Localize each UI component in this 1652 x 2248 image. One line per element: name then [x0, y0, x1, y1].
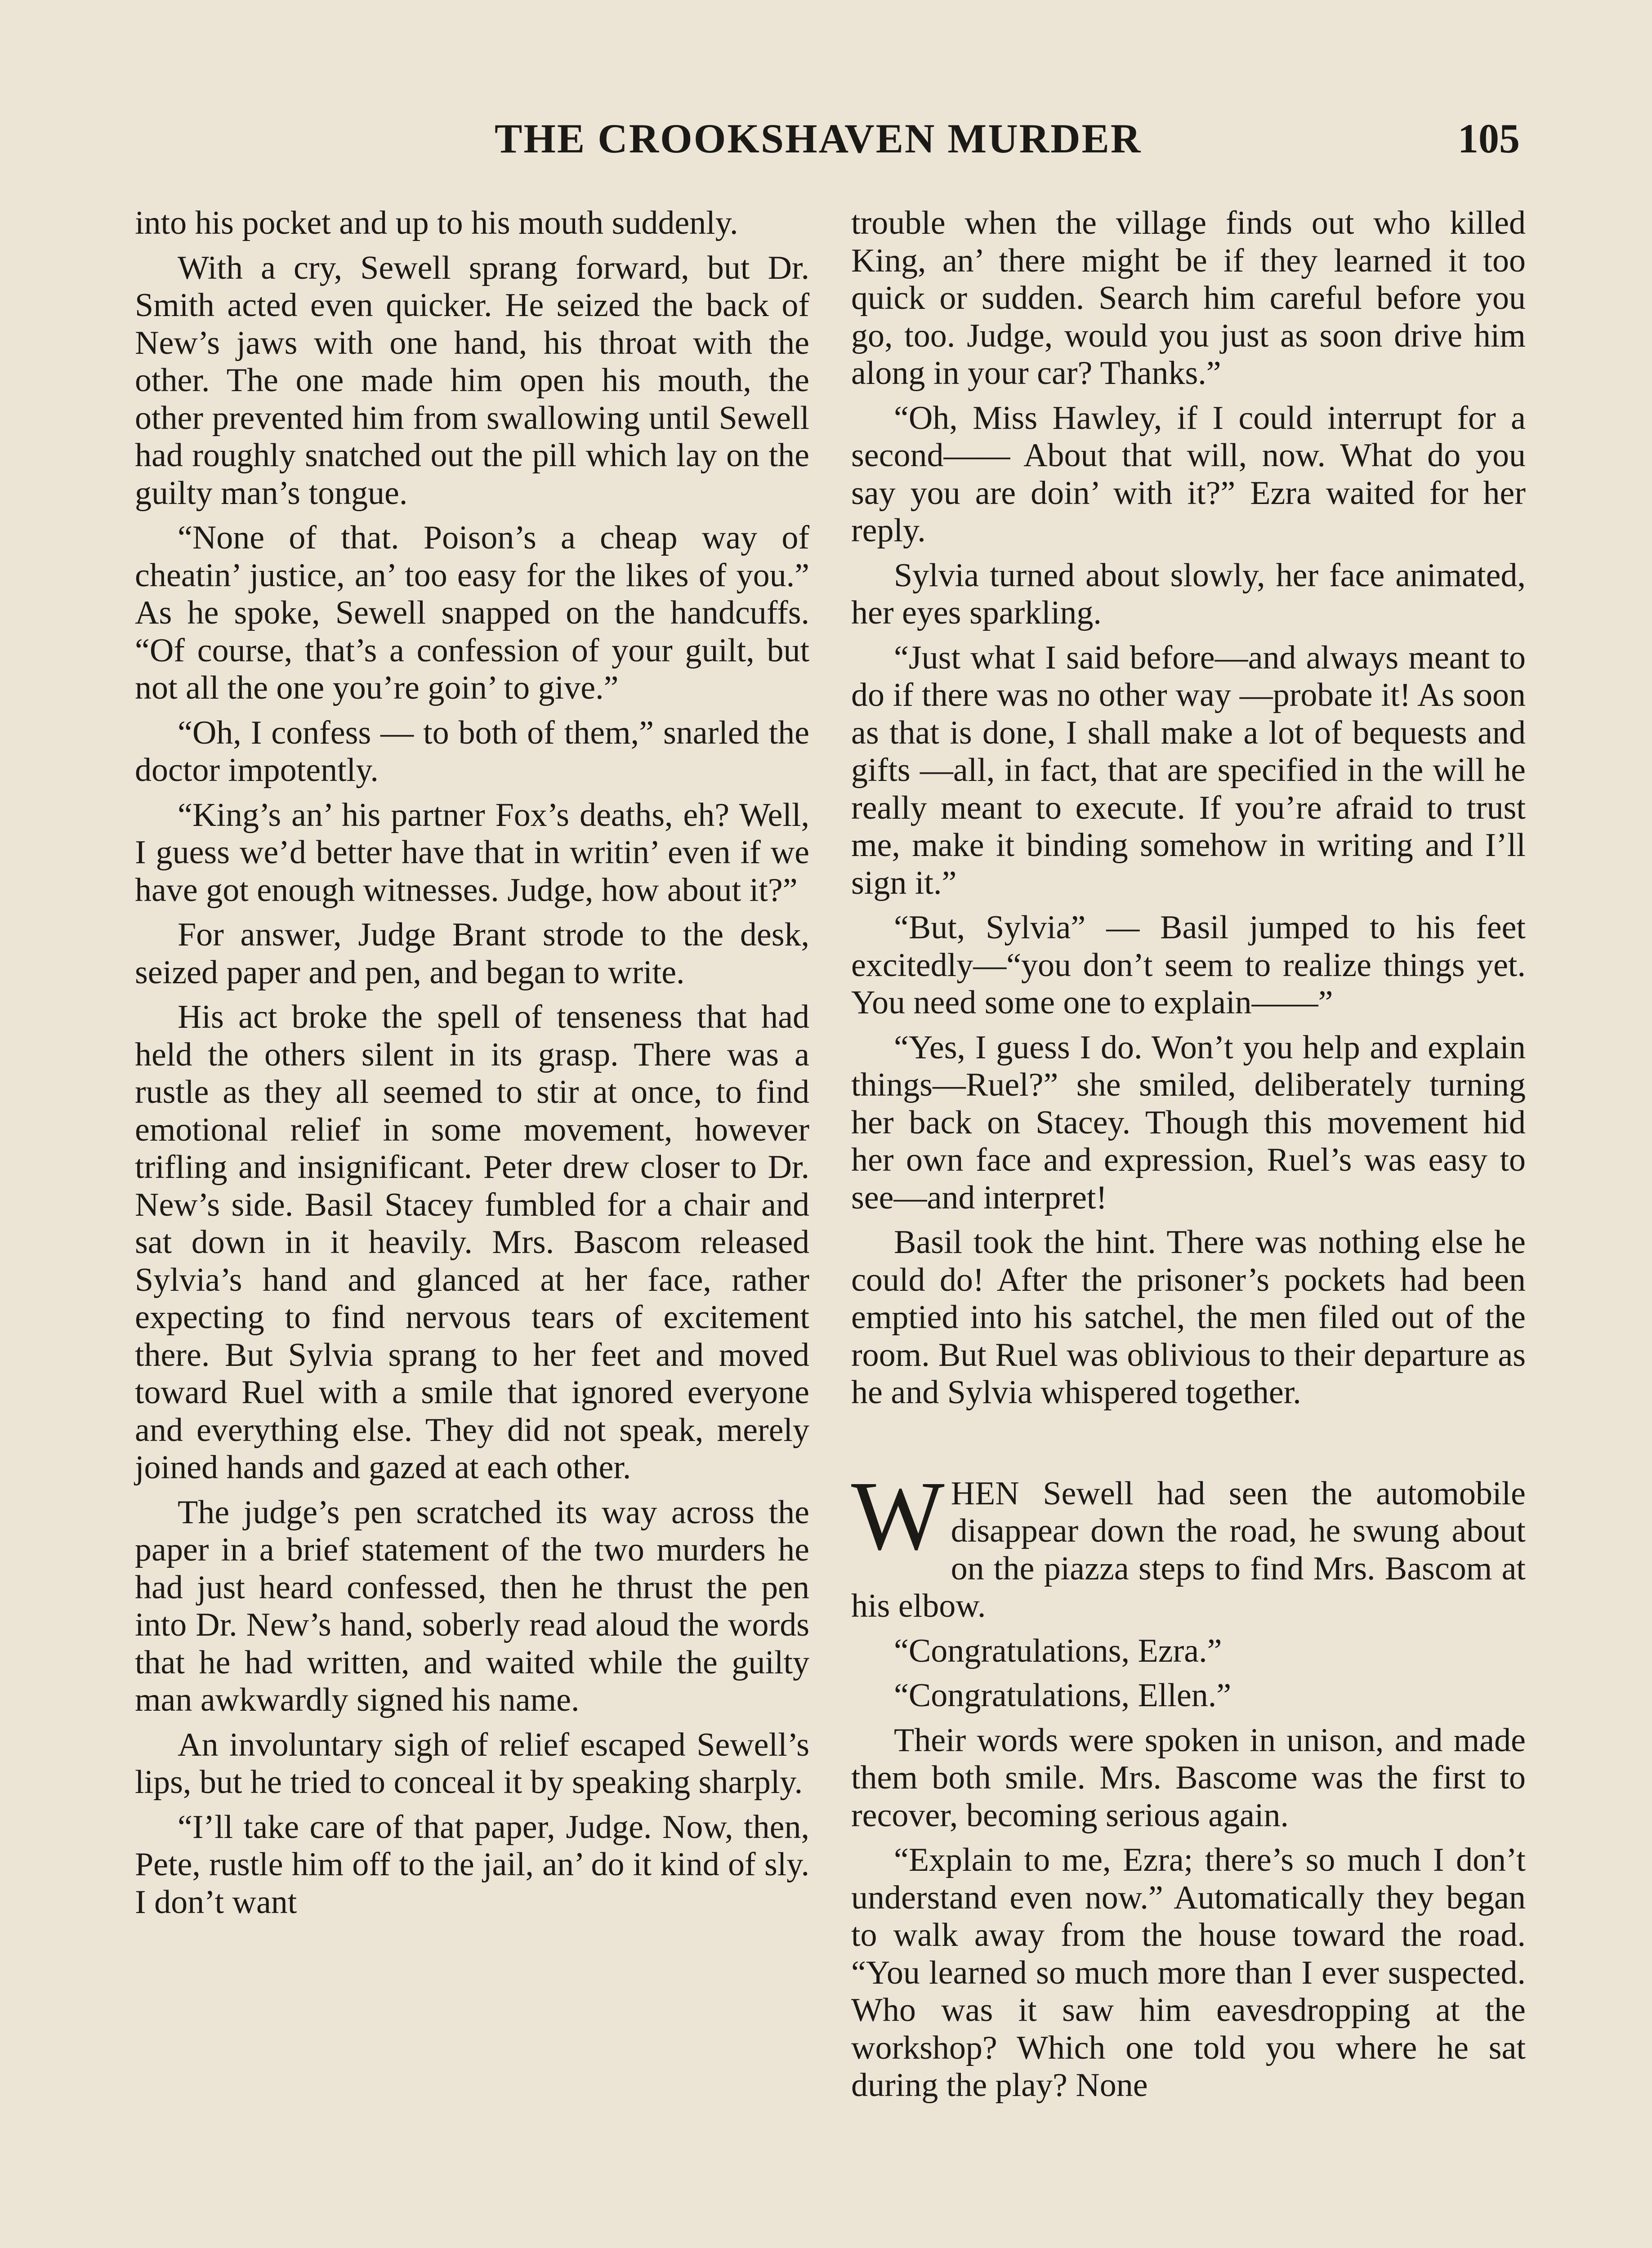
page-number: 105 — [1458, 116, 1520, 161]
paragraph: His act broke the spell of tenseness that had held the others silent in its grasp. There was a rustle as they all seemed to stir at once, to find emotional relief in some movement, however trifling and insignificant. Peter drew closer to Dr. New’s side. Basil Stacey fumbled for a chair and sat down in it heavily. Mrs. Bascom released Sylvia’s hand and glanced at her face, rather expecting to find nervous tears of excitement there. But Sylvia sprang to her feet and moved toward Ruel with a smile that ignored everyone and everything else. They did not speak, merely joined hands and gazed at each other. — [135, 999, 809, 1486]
right-column — [851, 205, 1526, 2112]
drop-cap: W — [851, 1460, 945, 1570]
paragraph: “Oh, Miss Hawley, if I could interrupt for a second—— About that will, now. What do you say you are doin’ with it?” Ezra waited for her reply. — [851, 399, 1526, 549]
paragraph: For answer, Judge Brant strode to the desk, seized paper and pen, and began to write. — [135, 916, 809, 991]
running-head — [130, 115, 1520, 169]
paragraph: “But, Sylvia” — Basil jumped to his feet excitedly—“you don’t seem to realize things yet. You need some one to explain——” — [851, 909, 1526, 1021]
section-break — [851, 1419, 1526, 1475]
running-title: THE CROOKSHAVEN MURDER — [495, 116, 1142, 161]
paragraph: trouble when the village finds out who killed King, an’ there might be if they learned it too quick or sudden. Search him careful before you go, too. Judge, would you just as soon drive him along in your car? Thanks.” — [851, 205, 1526, 392]
drop-paragraph-text: HEN Sewell had seen the automobile disappear down the road, he swung about on the piazza steps to find Mrs. Bascom at his elbow. — [851, 1475, 1526, 1624]
paragraph: “I’ll take care of that paper, Judge. Now, then, Pete, rustle him off to the jail, an’ do it kind of sly. I don’t want — [135, 1808, 809, 1921]
paragraph: “Explain to me, Ezra; there’s so much I don’t understand even now.” Automatically they began to walk away from the house toward the road. “You learned so much more than I ever suspected. Who was it saw him eavesdropping at the workshop? Which one told you where he sat during the play? None — [851, 1842, 1526, 2104]
paragraph: “King’s an’ his partner Fox’s deaths, eh? Well, I guess we’d better have that in writin’ even if we have got enough witnesses. Judge, how about it?” — [135, 796, 809, 909]
paragraph: “Just what I said before—and always meant to do if there was no other way —probate it! As soon as that is done, I shall make a lot of bequests and gifts —all, in fact, that are specified in the will he really meant to execute. If you’re afraid to trust me, make it binding somehow in writing and I’ll sign it.” — [851, 639, 1526, 901]
paragraph: “Oh, I confess — to both of them,” snarled the doctor impotently. — [135, 714, 809, 789]
section-opening-paragraph — [851, 1460, 1526, 1625]
paragraph: “Congratulations, Ezra.” — [894, 1632, 1222, 1669]
paragraph: Their words were spoken in unison, and made them both smile. Mrs. Bascome was the first to recover, becoming serious again. — [851, 1722, 1526, 1834]
paragraph: Basil took the hint. There was nothing else he could do! After the prisoner’s pockets had been emptied into his satchel, the men filed out of the room. But Ruel was oblivious to their departure as he and Sylvia whispered together. — [851, 1224, 1526, 1411]
paragraph: “Yes, I guess I do. Won’t you help and explain things—Ruel?” she smiled, deliberately turning her back on Stacey. Though this movement hid her own face and expression, Ruel’s was easy to see—and interpret! — [851, 1029, 1526, 1216]
paragraph: “Congratulations, Ellen.” — [894, 1677, 1232, 1714]
paragraph: “None of that. Poison’s a cheap way of cheatin’ justice, an’ too easy for the likes of you.” As he spoke, Sewell snapped on the handcuffs. “Of course, that’s a confession of your guilt, but not all the one you’re goin’ to give.” — [135, 519, 809, 706]
left-column — [135, 205, 809, 1928]
paragraph: The judge’s pen scratched its way across the paper in a brief statement of the two murders he had just heard confessed, then he thrust the pen into Dr. New’s hand, soberly read aloud the words that he had written, and waited while the guilty man awkwardly signed his name. — [135, 1494, 809, 1718]
paragraph: Sylvia turned about slowly, her face animated, her eyes sparkling. — [851, 557, 1526, 631]
paragraph: into his pocket and up to his mouth suddenly. — [135, 205, 738, 241]
paragraph: An involuntary sigh of relief escaped Sewell’s lips, but he tried to conceal it by speaking sharply. — [135, 1726, 809, 1801]
paragraph: With a cry, Sewell sprang forward, but Dr. Smith acted even quicker. He seized the back of New’s jaws with one hand, his throat with the other. The one made him open his mouth, the other prevented him from swallowing until Sewell had roughly snatched out the pill which lay on the guilty man’s tongue. — [135, 249, 809, 512]
